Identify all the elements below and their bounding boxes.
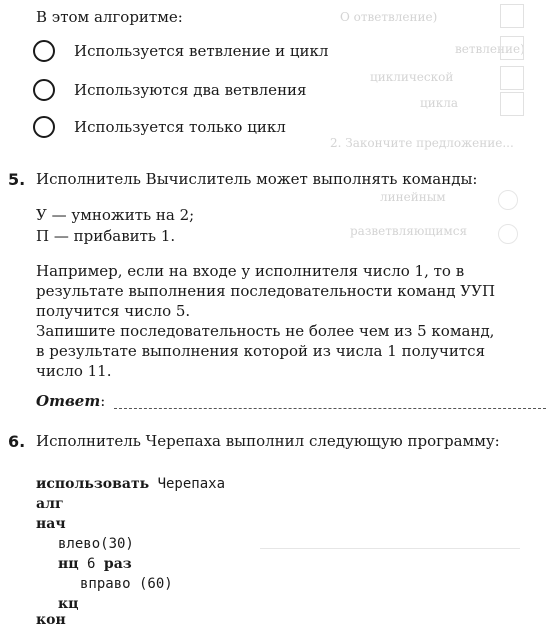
code-line-use	[36, 476, 225, 492]
command-line: У — умножить на 2;	[36, 206, 195, 224]
option-label: Используются два ветвления	[74, 81, 307, 99]
keyword: кон	[36, 612, 66, 628]
keyword: алг	[36, 496, 64, 512]
answer-field[interactable]	[114, 408, 546, 409]
code-line-loop	[58, 556, 132, 572]
question-intro: Исполнитель Вычислитель может выполнять команды:	[36, 170, 478, 188]
code-line-loop-end	[58, 596, 78, 612]
task-line: Запишите последовательность не более чем из 5 команд,	[36, 322, 495, 340]
code-line-begin	[36, 516, 66, 532]
question-number: 5.	[8, 170, 26, 189]
question-number: 6.	[8, 432, 26, 451]
question-intro: Исполнитель Черепаха выполнил следующую программу:	[36, 432, 500, 450]
option-label: Используется только цикл	[74, 118, 286, 136]
keyword: использовать	[36, 476, 150, 492]
answer-label-colon: :	[100, 392, 106, 410]
keyword: нц	[58, 556, 79, 572]
radio-circle[interactable]	[33, 116, 55, 138]
code-arg: 6	[87, 556, 96, 572]
code-line-left: влево(30)	[58, 536, 134, 552]
code-line-right: вправо (60)	[80, 576, 173, 592]
code-line-end	[36, 612, 66, 628]
example-line: получится число 5.	[36, 302, 191, 320]
code-arg: Черепаха	[157, 476, 225, 492]
radio-circle[interactable]	[33, 79, 55, 101]
task-line: число 11.	[36, 362, 112, 380]
task-line: в результате выполнения которой из числа 1 получится	[36, 342, 486, 360]
option-label: Используется ветвление и цикл	[74, 42, 329, 60]
command-line: П — прибавить 1.	[36, 227, 176, 245]
keyword: раз	[103, 556, 132, 572]
keyword: нач	[36, 516, 66, 532]
keyword: кц	[58, 596, 79, 612]
prev-question-stem: В этом алгоритме:	[36, 8, 183, 26]
code-line-alg	[36, 496, 64, 512]
radio-circle[interactable]	[33, 40, 55, 62]
example-line: результате выполнения последовательности команд УУП	[36, 282, 496, 300]
answer-label-text: Ответ	[36, 392, 101, 410]
example-line: Например, если на входе у исполнителя число 1, то в	[36, 262, 465, 280]
answer-label	[36, 392, 105, 410]
